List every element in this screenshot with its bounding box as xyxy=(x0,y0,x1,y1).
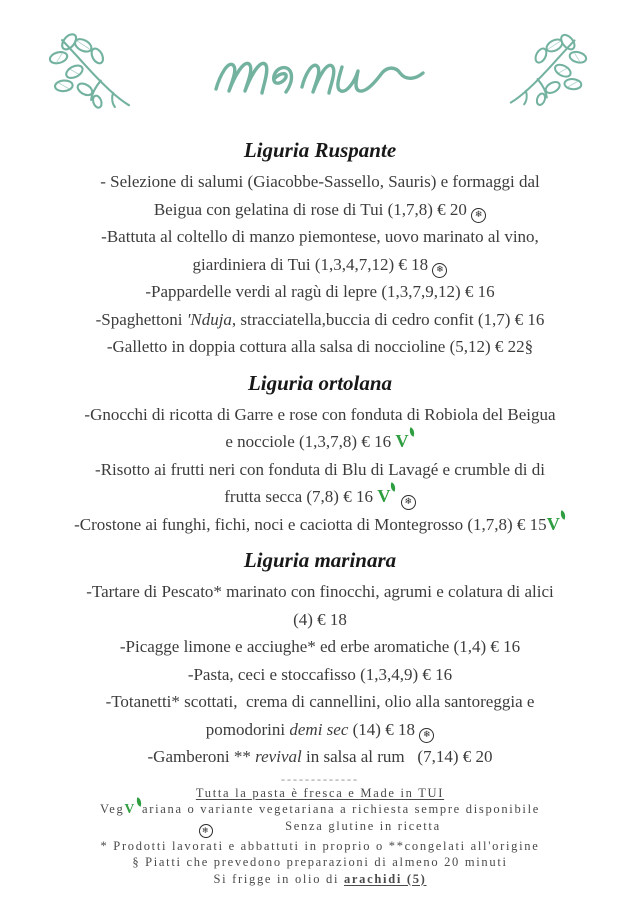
text-segment: 'Nduja xyxy=(186,309,232,329)
footer-note-line xyxy=(15,854,625,871)
menu-item-line xyxy=(20,578,620,606)
menu-item-line xyxy=(20,223,620,251)
menu-item xyxy=(20,401,620,456)
text-segment: revival xyxy=(255,747,302,766)
botanical-sprig-icon xyxy=(504,24,592,116)
menu-item-line xyxy=(20,483,620,511)
text-segment: -Totanetti* scottati, crema di cannellini, olio alla santoreggia e xyxy=(105,692,535,711)
text-segment: (4) € 18 xyxy=(293,609,347,629)
text-segment: ariana o variante vegetariana a richiesta sempre disponibile xyxy=(141,802,541,816)
frozen-circle-icon: ❄ xyxy=(401,495,416,510)
section-heading: Liguria ortolana xyxy=(247,370,393,395)
text-segment: -Risotto ai frutti neri con fonduta di Blu di Lavagé e crumble di di xyxy=(95,459,545,479)
text-segment: - Selezione di salumi (Giacobbe-Sassello, Sauris) e formaggi dal xyxy=(100,172,540,191)
text-segment: demi sec xyxy=(289,719,349,739)
footer-note-line xyxy=(15,785,625,802)
menu-item xyxy=(20,333,620,361)
text-segment: arachidi (5) xyxy=(343,871,427,886)
menu-item xyxy=(20,168,620,223)
frozen-circle-icon: ❄ xyxy=(199,824,213,838)
menu-item xyxy=(20,661,620,689)
frozen-circle-icon: ❄ xyxy=(471,208,486,223)
menu-header xyxy=(0,0,640,128)
footer-note-line xyxy=(15,871,625,888)
frozen-circle-icon: ❄ xyxy=(419,728,434,743)
text-segment: frutta secca (7,8) € 16 xyxy=(224,487,378,506)
footer-note-line xyxy=(15,838,625,855)
frozen-circle-icon: ❄ xyxy=(432,263,447,278)
text-segment: -Gnocchi di ricotta di Garre e rose con fonduta di Robiola del Beigua xyxy=(84,404,556,424)
text-segment: Si frigge in olio di xyxy=(213,871,344,886)
menu-item xyxy=(20,223,620,278)
text-segment: -Crostone ai funghi, fichi, noci e caciotta di Montegrosso (1,7,8) € 15 xyxy=(74,514,547,534)
text-segment: -Pasta, ceci e stoccafisso (1,3,4,9) € 16 xyxy=(187,664,453,684)
menu-item xyxy=(20,743,620,771)
text-segment: , stracciatella,buccia di cedro confit (1,7) € 16 xyxy=(231,309,545,329)
menu-item xyxy=(20,306,620,334)
menu-item-line xyxy=(20,401,620,429)
text-segment: -Gamberoni ** xyxy=(147,747,256,766)
text-segment: in salsa al rum (7,14) € 20 xyxy=(301,747,493,766)
text-segment: giardiniera di Tui (1,3,4,7,12) € 18 xyxy=(192,254,433,274)
botanical-sprig-icon xyxy=(48,24,136,116)
vegetarian-icon: V xyxy=(395,431,414,451)
text-segment: Tutta la pasta è fresca e Made in TUI xyxy=(195,785,445,800)
menu-item-line xyxy=(20,456,620,484)
section-heading: Liguria Ruspante xyxy=(243,138,397,162)
menu-item xyxy=(20,578,620,633)
vegetarian-icon: V xyxy=(377,486,396,506)
menu-item xyxy=(20,456,620,511)
text-segment: -Tartare di Pescato* marinato con finocchi, agrumi e colatura di alici xyxy=(86,582,554,601)
menu-item xyxy=(20,511,620,539)
menu-item-line xyxy=(20,661,620,689)
menu-sections xyxy=(20,135,620,771)
menu-item-line xyxy=(20,688,620,716)
text-segment: -Galletto in doppia cottura alla salsa di noccioline (5,12) € 22§ xyxy=(106,337,534,356)
text-segment: -Battuta al coltello di manzo piemontese, uovo marinato al vino, xyxy=(101,227,539,246)
text-segment: Beigua con gelatina di rose di Tui (1,7,8) € 20 xyxy=(153,199,472,219)
menu-item xyxy=(20,278,620,306)
menu-footer xyxy=(15,773,625,888)
menu-item xyxy=(20,633,620,661)
text-segment: e nocciole (1,3,7,8) € 16 xyxy=(225,432,396,451)
footer-note-line xyxy=(15,818,625,838)
text-segment: -Picagge limone e acciughe* ed erbe aromatiche (1,4) € 16 xyxy=(119,637,521,656)
menu-item-line xyxy=(20,716,620,744)
divider-dashes: ------------- xyxy=(281,771,359,786)
menu-item-line xyxy=(20,428,620,456)
vegetarian-icon: V xyxy=(547,514,566,534)
menu-item-line xyxy=(20,306,620,334)
menu-item-line xyxy=(20,251,620,279)
menu-item-line xyxy=(20,606,620,634)
menu-item-line xyxy=(20,168,620,196)
menu-item xyxy=(20,688,620,743)
text-segment: -Spaghettoni xyxy=(95,309,187,329)
text-segment: * Prodotti lavorati e abbattuti in proprio o **congelati all'origine xyxy=(100,838,540,853)
text-segment: § Piatti che prevedono preparazioni di almeno 20 minuti xyxy=(132,855,508,869)
text-segment: -Pappardelle verdi al ragù di lepre (1,3,7,9,12) € 16 xyxy=(145,282,495,301)
footer-lines xyxy=(15,785,625,888)
menu-item-line xyxy=(20,333,620,361)
text-segment: pomodorini xyxy=(205,719,290,739)
menu-script-title xyxy=(210,29,430,109)
menu-item-line xyxy=(20,633,620,661)
text-segment: Senza glutine in ricetta xyxy=(285,818,441,833)
text-segment: Veg xyxy=(99,802,125,816)
vegetarian-icon: V xyxy=(125,801,142,816)
menu-item-line xyxy=(20,743,620,771)
menu-item-line xyxy=(20,511,620,539)
section-heading: Liguria marinara xyxy=(243,548,397,572)
text-segment: (14) € 18 xyxy=(348,719,420,739)
menu-item-line xyxy=(20,278,620,306)
footer-note-line xyxy=(15,801,625,818)
menu-item-line xyxy=(20,196,620,224)
